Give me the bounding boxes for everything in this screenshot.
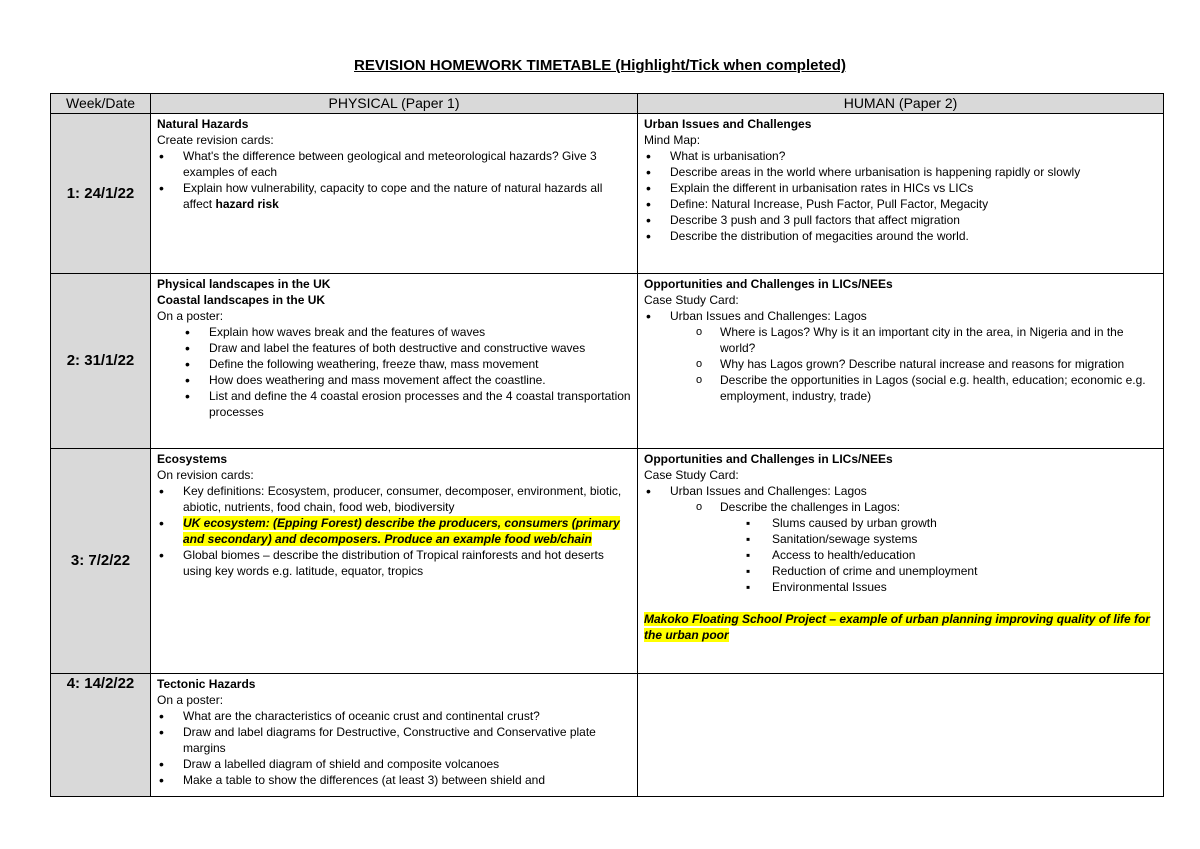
list-item: ▪ Environmental Issues [644, 579, 1157, 595]
week-cell: 2: 31/1/22 [51, 274, 151, 449]
task-list [644, 483, 1157, 499]
task-intro: Create revision cards: [157, 133, 274, 147]
list-item: o Where is Lagos? Why is it an important city in the area, in Nigeria and in the world? [644, 324, 1157, 356]
header-row [51, 94, 1164, 114]
list-item: o Why has Lagos grown? Describe natural increase and reasons for migration [644, 356, 1157, 372]
physical-cell [151, 674, 638, 797]
list-item: • Explain how waves break and the features of waves [157, 324, 631, 340]
highlighted-text: Makoko Floating School Project – example of urban planning improving quality of life for the urban poor [644, 612, 1151, 642]
table-row-week-4 [51, 674, 1164, 797]
table-row-week-3 [51, 449, 1164, 674]
list-item: • What are the characteristics of oceanic crust and continental crust? [157, 708, 631, 724]
task-intro: Case Study Card: [644, 468, 739, 482]
list-item: ▪ Reduction of crime and unemployment [644, 563, 1157, 579]
list-item: • How does weathering and mass movement affect the coastline. [157, 372, 631, 388]
list-item: o Describe the opportunities in Lagos (social e.g. health, education; economic e.g. employment, industry, trade) [644, 372, 1157, 404]
document-title: REVISION HOMEWORK TIMETABLE (Highlight/Tick when completed) [354, 57, 846, 74]
human-cell [638, 449, 1164, 674]
list-item: • Draw a labelled diagram of shield and composite volcanoes [157, 756, 631, 772]
list-item: • Explain the different in urbanisation rates in HICs vs LICs [644, 180, 1157, 196]
list-item: ▪ Access to health/education [644, 547, 1157, 563]
sub-sub-task-list [644, 515, 1157, 595]
topic-heading: Urban Issues and Challenges [644, 117, 812, 131]
list-item: • Global biomes – describe the distribution of Tropical rainforests and hot deserts using key words e.g. latitude, equator, tropics [157, 547, 631, 579]
task-intro: On a poster: [157, 693, 224, 707]
list-item: • Describe areas in the world where urbanisation is happening rapidly or slowly [644, 164, 1157, 180]
topic-heading: Natural Hazards [157, 117, 249, 131]
list-item: • Describe the distribution of megacities around the world. [644, 228, 1157, 244]
header-physical: PHYSICAL (Paper 1) [151, 94, 638, 114]
task-intro: Mind Map: [644, 133, 701, 147]
list-item: • Define: Natural Increase, Push Factor, Pull Factor, Megacity [644, 196, 1157, 212]
week-cell: 1: 24/1/22 [51, 114, 151, 274]
list-item: o Describe the challenges in Lagos: [644, 499, 1157, 515]
list-item: • Describe 3 push and 3 pull factors that affect migration [644, 212, 1157, 228]
task-intro: On a poster: [157, 309, 224, 323]
bold-term: hazard risk [215, 197, 279, 211]
list-item: • Define the following weathering, freeze thaw, mass movement [157, 356, 631, 372]
topic-heading: Tectonic Hazards [157, 677, 256, 691]
list-item: • Draw and label the features of both destructive and constructive waves [157, 340, 631, 356]
list-item: • Urban Issues and Challenges: Lagos [644, 308, 1157, 324]
task-list [644, 148, 1157, 244]
list-item: ▪ Slums caused by urban growth [644, 515, 1157, 531]
physical-cell [151, 449, 638, 674]
week-cell: 3: 7/2/22 [51, 449, 151, 674]
human-cell [638, 114, 1164, 274]
highlighted-text: UK ecosystem: (Epping Forest) describe the producers, consumers (primary and secondary) and decomposers. Produce an example food web/chain [183, 516, 620, 546]
list-item: • List and define the 4 coastal erosion processes and the 4 coastal transportation processes [157, 388, 631, 420]
task-list [157, 708, 631, 788]
table-row-week-2 [51, 274, 1164, 449]
sub-task-list [644, 324, 1157, 404]
task-list [157, 148, 631, 212]
list-item: • What's the difference between geological and meteorological hazards? Give 3 examples of each [157, 148, 631, 180]
topic-heading: Opportunities and Challenges in LICs/NEEs [644, 452, 893, 466]
task-intro: On revision cards: [157, 468, 254, 482]
header-week: Week/Date [51, 94, 151, 114]
task-list [157, 483, 631, 579]
topic-heading: Physical landscapes in the UK [157, 277, 331, 291]
header-human: HUMAN (Paper 2) [638, 94, 1164, 114]
list-item: • Key definitions: Ecosystem, producer, consumer, decomposer, environment, biotic, abiotic, nutrients, food chain, food web, biodiversity [157, 483, 631, 515]
task-list [157, 324, 631, 420]
week-cell: 4: 14/2/22 [51, 674, 151, 797]
table-row-week-1 [51, 114, 1164, 274]
list-item: • What is urbanisation? [644, 148, 1157, 164]
list-item: • Draw and label diagrams for Destructive, Constructive and Conservative plate margins [157, 724, 631, 756]
list-item: • Urban Issues and Challenges: Lagos [644, 483, 1157, 499]
physical-cell [151, 114, 638, 274]
topic-heading: Ecosystems [157, 452, 228, 466]
list-item: ▪ Sanitation/sewage systems [644, 531, 1157, 547]
list-item: • Explain how vulnerability, capacity to cope and the nature of natural hazards all affect hazard risk [157, 180, 631, 212]
list-item: • Make a table to show the differences (at least 3) between shield and [157, 772, 631, 788]
topic-heading: Opportunities and Challenges in LICs/NEEs [644, 277, 893, 291]
physical-cell [151, 274, 638, 449]
human-cell [638, 274, 1164, 449]
human-cell-empty [638, 674, 1164, 797]
revision-timetable [50, 93, 1164, 797]
sub-task-list [644, 499, 1157, 515]
topic-subheading: Coastal landscapes in the UK [157, 293, 326, 307]
highlighted-note [644, 611, 1157, 643]
task-list [644, 308, 1157, 324]
task-intro: Case Study Card: [644, 293, 739, 307]
list-item-highlighted [157, 515, 631, 547]
